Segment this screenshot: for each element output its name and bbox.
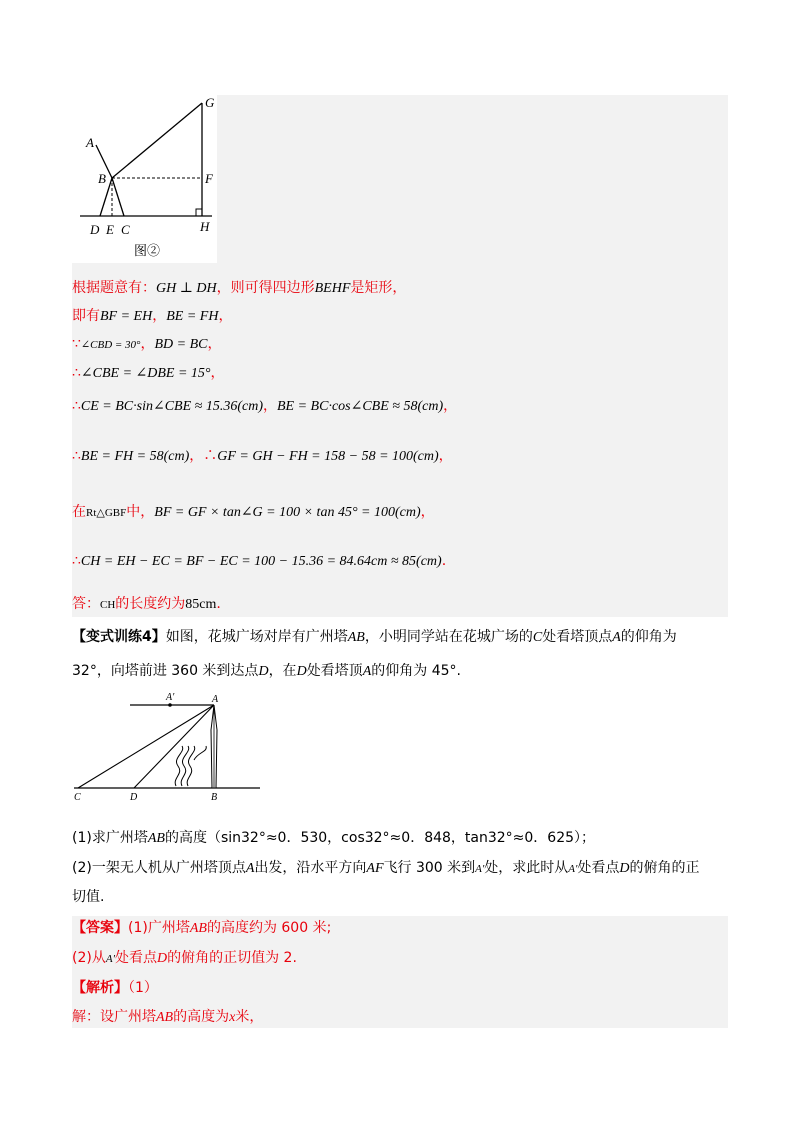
question-1: (1)求广州塔AB的高度（sin32°≈0．530，cos32°≈0．848，tan32°≈0．625）； bbox=[72, 830, 596, 846]
question-2: (2)一架无人机从广州塔顶点A出发，沿水平方向AF飞行 300 米到A′处，求此时从A′处看点D的俯角的正 bbox=[72, 860, 700, 876]
label-e: E bbox=[106, 222, 114, 237]
figure-3 bbox=[72, 690, 262, 802]
label-g: G bbox=[205, 95, 215, 110]
label-a-prime: A′ bbox=[166, 692, 175, 703]
problem-line-2: 32°，向塔前进 360 米到达点D，在D处看塔顶A的仰角为 45°. bbox=[72, 663, 461, 679]
figure-2 bbox=[72, 95, 217, 263]
label-h: H bbox=[200, 219, 210, 234]
solution-line-4: ∴∠CBE = ∠DBE = 15°， bbox=[72, 365, 225, 381]
wave-icon bbox=[175, 746, 206, 786]
problem-line-1: 【变式训练4】如图，花城广场对岸有广州塔AB，小明同学站在花城广场的C处看塔顶点A的仰角为 bbox=[72, 629, 677, 645]
label-d: D bbox=[130, 792, 138, 802]
analysis-heading: 【解析】（1） bbox=[72, 980, 158, 996]
label-b: B bbox=[98, 171, 106, 186]
solution-line-6: ∴BE = FH = 58(cm)，∴GF = GH − FH = 158 − 58 = 100(cm)， bbox=[72, 448, 453, 464]
label-c: C bbox=[74, 792, 81, 802]
question-2-cont: 切值. bbox=[72, 889, 105, 905]
figure-caption: 图② bbox=[134, 243, 161, 258]
solution-line-1: 根据题意有：GH ⊥ DH，则可得四边形BEHF是矩形， bbox=[72, 280, 407, 296]
solution-start: 解：设广州塔AB的高度为x米， bbox=[72, 1009, 264, 1025]
label-c: C bbox=[121, 222, 130, 237]
solution-line-9: 答：CH的长度约为85cm. bbox=[72, 596, 221, 612]
solution-line-7: 在Rt△GBF中，BF = GF × tan∠G = 100 × tan 45° = 100(cm)， bbox=[72, 504, 435, 520]
answer-line-1: 【答案】(1)广州塔AB的高度约为 600 米; bbox=[72, 920, 332, 936]
label-b: B bbox=[211, 792, 218, 802]
label-f: F bbox=[205, 171, 213, 186]
label-a: A bbox=[212, 694, 219, 705]
point-a-prime bbox=[168, 703, 172, 707]
solution-line-3: ∵∠CBD = 30°，BD = BC， bbox=[72, 336, 222, 352]
answer-line-2: (2)从A′处看点D的俯角的正切值为 2. bbox=[72, 950, 297, 966]
solution-line-8: ∴CH = EH − EC = BF − EC = 100 − 15.36 = 84.64cm ≈ 85(cm). bbox=[72, 553, 447, 569]
solution-line-5: ∴CE = BC·sin∠CBE ≈ 15.36(cm)，BE = BC·cos∠CBE ≈ 58(cm)， bbox=[72, 398, 458, 414]
label-a: A bbox=[86, 135, 94, 150]
solution-line-2: 即有BF = EH，BE = FH， bbox=[72, 308, 233, 324]
label-d: D bbox=[90, 222, 100, 237]
